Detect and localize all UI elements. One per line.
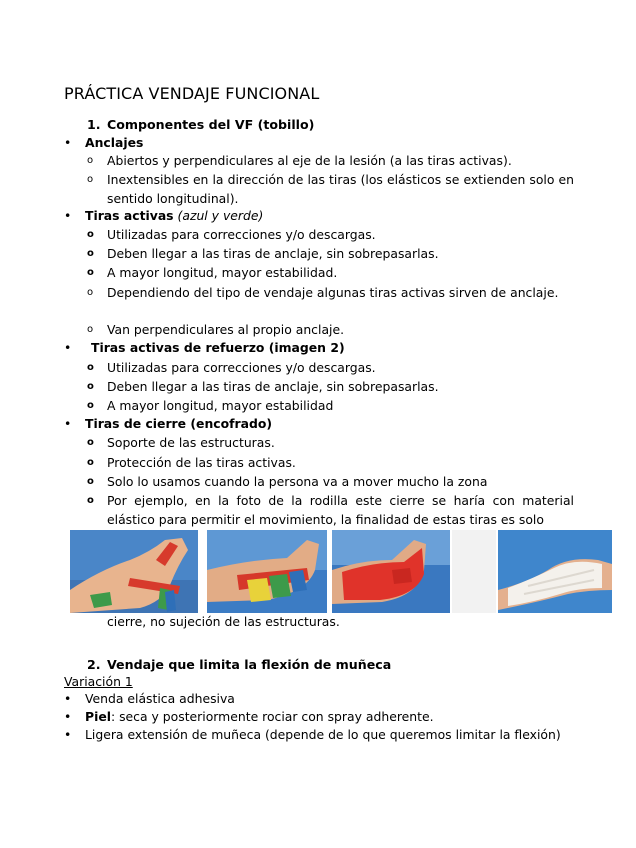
list-item: • Venda elástica adhesiva bbox=[64, 691, 235, 706]
white-gap bbox=[452, 530, 496, 613]
list-item: o Dependiendo del tipo de vendaje algunas tiras activas sirven de anclaje. bbox=[87, 285, 559, 300]
list-item: • Piel: seca y posteriormente rociar con spray adherente. bbox=[64, 709, 434, 724]
bullet-tiras-refuerzo: • Tiras activas de refuerzo (imagen 2) bbox=[64, 340, 345, 355]
list-item: o Deben llegar a las tiras de anclaje, sin sobrepasarlas. bbox=[87, 246, 439, 261]
variation-label: Variación 1 bbox=[64, 674, 133, 689]
section-1-heading: 1. Componentes del VF (tobillo) bbox=[87, 117, 315, 132]
ankle-photo-3 bbox=[332, 530, 450, 613]
list-item: o Protección de las tiras activas. bbox=[87, 455, 296, 470]
list-item: o Van perpendiculares al propio anclaje. bbox=[87, 322, 345, 337]
bullet-anclajes: • Anclajes bbox=[64, 135, 144, 150]
list-item: o Soporte de las estructuras. bbox=[87, 435, 275, 450]
list-item: o Utilizadas para correcciones y/o descargas. bbox=[87, 227, 376, 242]
bullet-tiras-activas: • Tiras activas (azul y verde) bbox=[64, 208, 264, 223]
knee-photo bbox=[498, 530, 612, 613]
list-item: o A mayor longitud, mayor estabilidad. bbox=[87, 265, 338, 280]
list-item: o Utilizadas para correcciones y/o descargas. bbox=[87, 360, 376, 375]
list-item: o A mayor longitud, mayor estabilidad bbox=[87, 398, 334, 413]
list-item-continuation: cierre, no sujeción de las estructuras. bbox=[107, 614, 340, 629]
ankle-photo-1 bbox=[70, 530, 198, 613]
page-title: PRÁCTICA VENDAJE FUNCIONAL bbox=[64, 84, 320, 103]
section-2-heading: 2. Vendaje que limita la flexión de muñeca bbox=[87, 657, 392, 672]
bullet-tiras-cierre: • Tiras de cierre (encofrado) bbox=[64, 416, 273, 431]
list-item: o Solo lo usamos cuando la persona va a mover mucho la zona bbox=[87, 474, 488, 489]
list-item: o Deben llegar a las tiras de anclaje, sin sobrepasarlas. bbox=[87, 379, 439, 394]
list-item: o Abiertos y perpendiculares al eje de la lesión (a las tiras activas). bbox=[87, 153, 512, 168]
list-item: o Por ejemplo, en la foto de la rodilla este cierre se haría con material elástico para permitir el movimiento, la finalidad de estas tiras es solo bbox=[87, 493, 574, 527]
list-item: o Inextensibles en la dirección de las tiras (los elásticos se extienden solo en sentido longitudinal). bbox=[87, 172, 574, 206]
list-item: • Ligera extensión de muñeca (depende de lo que queremos limitar la flexión) bbox=[64, 727, 561, 742]
ankle-photo-2 bbox=[207, 530, 327, 613]
